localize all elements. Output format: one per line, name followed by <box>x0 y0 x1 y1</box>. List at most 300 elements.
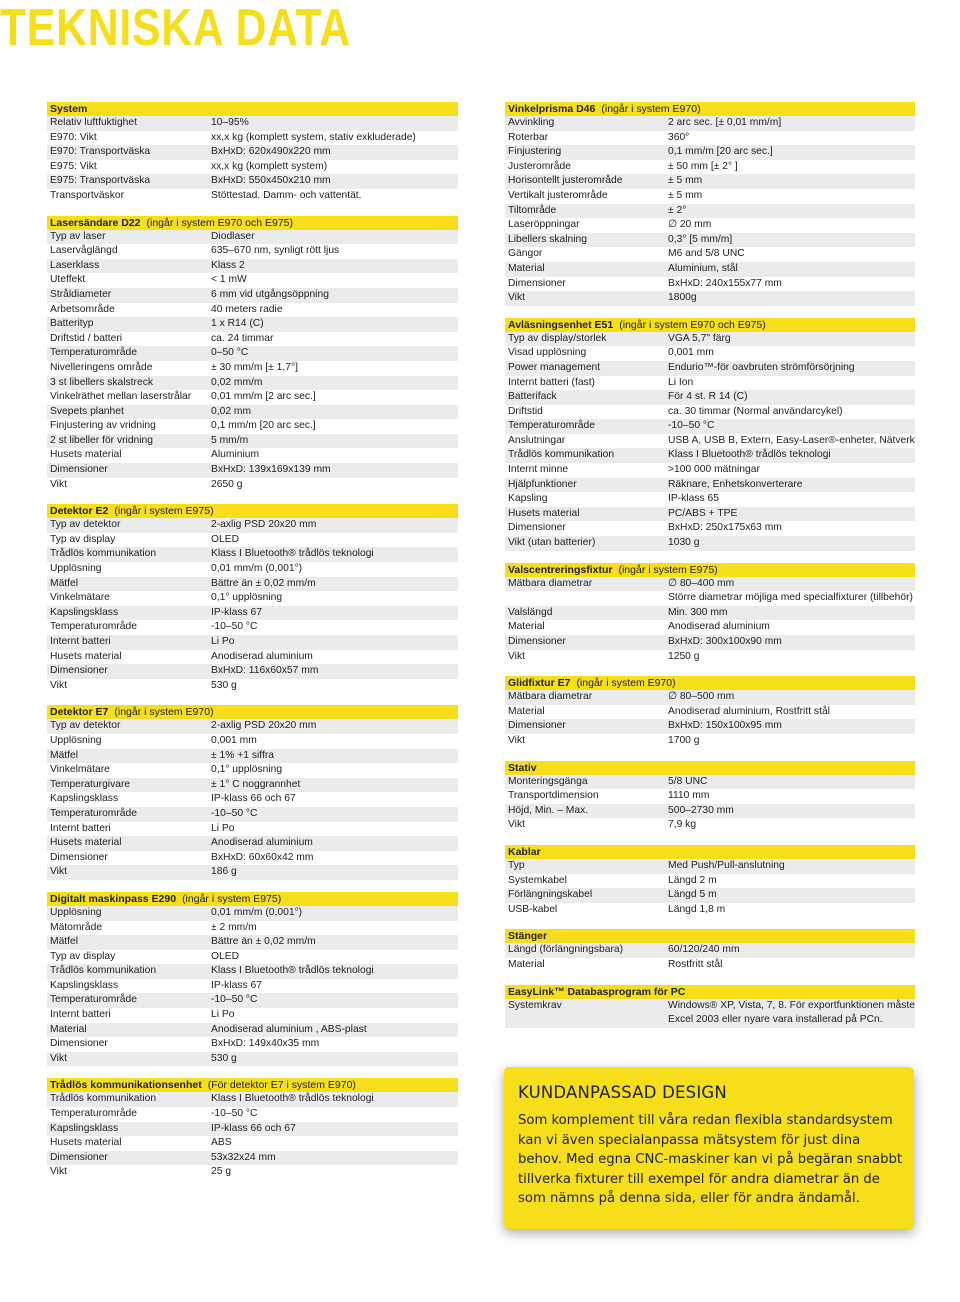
spec-row <box>47 1151 458 1166</box>
spec-row <box>47 230 458 245</box>
spec-value: 360° <box>668 131 690 143</box>
spec-label: Förlängningskabel <box>508 889 593 901</box>
spec-value: 1110 mm <box>668 790 710 802</box>
spec-value: 2650 g <box>211 478 243 490</box>
spec-row <box>505 705 915 720</box>
spec-row <box>47 259 458 274</box>
spec-row <box>47 116 458 131</box>
spec-label: Laseröppningar <box>508 219 580 231</box>
spec-label: Vikt <box>50 1166 67 1178</box>
custom-design-title: KUNDANPASSAD DESIGN <box>518 1083 727 1102</box>
spec-row <box>505 277 915 292</box>
spec-value: Anodiserad aluminium <box>211 650 313 662</box>
spec-row <box>505 332 915 347</box>
spec-value: ABS <box>211 1137 232 1149</box>
spec-row <box>505 943 915 958</box>
spec-row <box>505 903 915 918</box>
spec-label: Trådlös kommunikation <box>50 965 157 977</box>
spec-label: Dimensioner <box>50 665 108 677</box>
spec-table <box>47 719 458 880</box>
spec-row <box>505 874 915 889</box>
spec-row <box>505 291 915 306</box>
spec-row <box>47 635 458 650</box>
spec-row <box>47 807 458 822</box>
spec-row <box>47 448 458 463</box>
spec-value: xx,x kg (komplett system) <box>211 160 328 172</box>
spec-row <box>505 145 915 160</box>
spec-row <box>47 463 458 478</box>
spec-value: 1 x R14 (C) <box>211 318 264 330</box>
spec-label: Valslängd <box>508 606 553 618</box>
spec-value: PC/ABS + TPE <box>668 507 738 519</box>
spec-label: Husets material <box>50 650 122 662</box>
spec-label: Systemkabel <box>508 874 567 886</box>
spec-label: Kapsling <box>508 493 548 505</box>
spec-value: BxHxD: 139x169x139 mm <box>211 464 331 476</box>
spec-row <box>47 935 458 950</box>
spec-row <box>47 851 458 866</box>
section-title-text: Detektor E7 <box>50 706 109 719</box>
spec-value: 0,02 mm <box>211 405 252 417</box>
spec-label: Finjustering av vridning <box>50 420 156 432</box>
section-title <box>505 102 915 116</box>
spec-value: Aluminium, stål <box>668 262 738 274</box>
spec-label: Relativ luftfuktighet <box>50 117 137 128</box>
section-title-text: Avläsningsenhet E51 <box>508 318 614 331</box>
spec-row <box>505 204 915 219</box>
spec-value: 0,1 mm/m [20 arc sec.] <box>668 146 773 158</box>
spec-label: Vikt (utan batterier) <box>508 537 596 549</box>
spec-row <box>505 463 915 478</box>
spec-value: ± 2 mm/m <box>211 921 257 933</box>
spec-value: ca. 24 timmar <box>211 332 274 344</box>
spec-value: ± 1% +1 siffra <box>211 749 274 761</box>
spec-value: 0,01 mm/m [2 arc sec.] <box>211 391 316 403</box>
spec-row <box>505 577 915 592</box>
spec-label: E970: Vikt <box>50 131 97 143</box>
spec-table <box>47 518 458 693</box>
section-title <box>47 102 458 116</box>
spec-row <box>505 818 915 833</box>
spec-row <box>505 635 915 650</box>
spec-label: Temperaturområde <box>50 347 137 359</box>
spec-row <box>505 376 915 391</box>
spec-value: M6 and 5/8 UNC <box>668 248 745 260</box>
section-kablar <box>505 845 915 917</box>
section-title <box>47 705 458 719</box>
spec-label: Typ av detektor <box>50 720 121 732</box>
spec-table <box>505 332 915 551</box>
spec-row <box>47 763 458 778</box>
spec-row <box>47 836 458 851</box>
section-title <box>47 892 458 906</box>
spec-label: Visad upplösning <box>508 347 587 359</box>
spec-row <box>505 734 915 749</box>
spec-value: VGA 5,7" färg <box>668 332 731 344</box>
spec-label: Power management <box>508 361 601 373</box>
spec-value: BxHxD: 149x40x35 mm <box>211 1038 320 1050</box>
spec-row <box>47 964 458 979</box>
spec-row <box>47 244 458 259</box>
spec-label: E975: Transportväska <box>50 175 151 187</box>
spec-label: Laservåglängd <box>50 245 118 257</box>
spec-label: Arbetsområde <box>50 303 115 315</box>
section-note: (ingår i system E975) <box>114 505 214 518</box>
spec-row <box>47 562 458 577</box>
section-title <box>505 318 915 332</box>
spec-label: Tiltområde <box>508 204 557 216</box>
spec-row <box>47 679 458 694</box>
spec-label: Finjustering <box>508 146 562 158</box>
spec-label: Justerområde <box>508 160 571 172</box>
spec-value: USB A, USB B, Extern, Easy-Laser®-enheter, Nätverk <box>668 434 915 446</box>
spec-label: Vikt <box>50 679 67 691</box>
spec-value: ± 5 mm <box>668 189 703 201</box>
section-note: (För detektor E7 i system E970) <box>207 1079 356 1092</box>
spec-label: Mätbara diametrar <box>508 577 593 589</box>
spec-label: Temperaturområde <box>50 994 137 1006</box>
spec-row <box>47 650 458 665</box>
spec-label: Stråldiameter <box>50 288 112 300</box>
section-title-text: Digitalt maskinpass E290 <box>50 892 177 905</box>
left-column <box>47 102 458 1192</box>
spec-row <box>47 1037 458 1052</box>
section-title-text: Lasersändare D22 <box>50 216 141 229</box>
spec-label: Driftstid / batteri <box>50 332 123 344</box>
spec-value: BxHxD: 116x60x57 mm <box>211 665 319 677</box>
spec-row <box>47 361 458 376</box>
spec-row <box>505 174 915 189</box>
spec-row <box>47 332 458 347</box>
spec-label: Kapslingsklass <box>50 793 119 805</box>
spec-label: Trådlös kommunikation <box>50 1093 157 1105</box>
section-detektor-e7 <box>47 705 458 880</box>
spec-value: 0,001 mm <box>668 347 714 359</box>
spec-value: Min. 300 mm <box>668 606 728 618</box>
spec-label: Vikt <box>508 650 525 662</box>
spec-value: 0,001 mm <box>211 734 257 746</box>
spec-label: Vikt <box>50 478 67 490</box>
spec-row <box>505 606 915 621</box>
spec-row <box>47 1107 458 1122</box>
spec-label: Typ av laser <box>50 230 106 242</box>
custom-design-text: Som komplement till våra redan flexibla standardsystem kan vi även specialanpassa mätsystem för just dina behov. Med egna CNC-maskiner kan vi på begäran snabbt tillverka fixturer till exempel för andra diametrar än de som nämns på denna sida, eller för andra ändamål. <box>518 1113 903 1206</box>
spec-row <box>47 288 458 303</box>
spec-value: 1800g <box>668 292 697 304</box>
spec-label: Internt minne <box>508 464 569 476</box>
spec-value: Windows® XP, Vista, 7, 8. För exportfunktionen måste Excel 2003 eller nyare vara installerad på PCn. <box>668 999 915 1026</box>
right-column <box>505 102 915 1040</box>
spec-label: 3 st libellers skalstreck <box>50 376 153 388</box>
section-lasersandare-d22 <box>47 216 458 493</box>
spec-value: 635–670 nm, synligt rött ljus <box>211 245 340 257</box>
spec-value: Aluminium <box>211 449 260 461</box>
spec-row <box>47 606 458 621</box>
spec-label: Material <box>508 621 545 633</box>
spec-label: Kapslingsklass <box>50 1122 119 1134</box>
spec-value: BxHxD: 150x100x95 mm <box>668 720 782 732</box>
section-note: (ingår i system E975) <box>182 892 282 905</box>
section-title <box>505 761 915 775</box>
spec-value: Stöttestad. Damm- och vattentät. <box>211 189 362 201</box>
spec-row <box>47 174 458 189</box>
spec-label: Uteffekt <box>50 274 86 286</box>
section-title-text: Kablar <box>508 845 541 858</box>
spec-label: E970: Transportväska <box>50 146 151 158</box>
spec-row <box>47 189 458 204</box>
spec-value: ± 5 mm <box>668 175 703 187</box>
spec-label: Internt batteri <box>50 1009 111 1021</box>
spec-row <box>505 859 915 874</box>
section-vinkelprisma-d46 <box>505 102 915 306</box>
spec-label: Typ av display <box>50 950 116 962</box>
spec-row <box>505 719 915 734</box>
spec-value: BxHxD: 620x490x220 mm <box>211 146 331 158</box>
spec-value: ∅ 20 mm <box>668 219 712 231</box>
section-easylink-databasprogram-for-pc <box>505 985 915 1028</box>
spec-label: Mätfel <box>50 577 79 589</box>
spec-value: Längd 2 m <box>668 874 717 886</box>
spec-value: IP-klass 66 och 67 <box>211 1122 296 1134</box>
spec-row <box>47 547 458 562</box>
spec-label: Längd (förlängningsbara) <box>508 944 624 956</box>
spec-value: Li Ion <box>668 376 694 388</box>
spec-table <box>505 943 915 972</box>
spec-label: Mätfel <box>50 749 79 761</box>
spec-label: Mätfel <box>50 936 79 948</box>
spec-value: ∅ 80–400 mm <box>668 577 735 589</box>
spec-value: Längd 5 m <box>668 889 717 901</box>
spec-value: 2-axlig PSD 20x20 mm <box>211 720 317 732</box>
spec-value: 0,01 mm/m (0,001°) <box>211 563 303 575</box>
spec-value: Anodiserad aluminium <box>211 837 313 849</box>
spec-label: Material <box>50 1023 87 1035</box>
section-title <box>505 676 915 690</box>
spec-row <box>47 478 458 493</box>
spec-value: OLED <box>211 533 240 545</box>
custom-design-box <box>504 1067 914 1229</box>
spec-value: IP-klass 66 och 67 <box>211 793 296 805</box>
section-system <box>47 102 458 204</box>
spec-value: 0–50 °C <box>211 347 249 359</box>
spec-label: Vertikalt justerområde <box>508 189 608 201</box>
spec-row <box>47 419 458 434</box>
spec-value: 6 mm vid utgångsöppning <box>211 288 329 300</box>
spec-value: -10–50 °C <box>211 621 258 633</box>
spec-label: Laserklass <box>50 259 100 271</box>
spec-row <box>47 749 458 764</box>
spec-row <box>47 906 458 921</box>
spec-value: -10–50 °C <box>668 420 715 432</box>
spec-value: 186 g <box>211 866 237 878</box>
spec-label: 2 st libeller för vridning <box>50 434 154 446</box>
spec-label: USB-kabel <box>508 903 558 915</box>
spec-label: Driftstid <box>508 405 543 417</box>
spec-label: Typ <box>508 859 525 871</box>
spec-label: Vinkelmätare <box>50 764 110 776</box>
spec-value: BxHxD: 300x100x90 mm <box>668 636 782 647</box>
section-title-text: Stänger <box>508 930 548 943</box>
spec-row <box>505 189 915 204</box>
spec-value: 1250 g <box>668 650 700 662</box>
spec-value: IP-klass 67 <box>211 606 262 618</box>
section-note: (ingår i system E970) <box>601 103 701 115</box>
section-title <box>505 985 915 999</box>
spec-label: Husets material <box>50 449 122 461</box>
spec-row <box>47 591 458 606</box>
spec-label: Temperaturgivare <box>50 778 131 790</box>
spec-row <box>505 405 915 420</box>
spec-table <box>47 906 458 1067</box>
section-title-text: Stativ <box>508 761 537 774</box>
spec-table <box>505 999 915 1028</box>
spec-value: 1700 g <box>668 734 700 746</box>
spec-label: Dimensioner <box>50 464 108 476</box>
spec-value: < 1 mW <box>211 274 247 286</box>
spec-label: Husets material <box>508 507 580 519</box>
spec-row <box>505 650 915 665</box>
spec-value: Större diametrar möjliga med specialfixturer (tillbehör) <box>668 592 913 604</box>
section-title <box>47 1078 458 1092</box>
spec-label: Mätområde <box>50 921 103 933</box>
spec-value: Klass I Bluetooth® trådlös teknologi <box>668 449 831 461</box>
section-title-text: EasyLink™ Databasprogram för PC <box>508 985 686 998</box>
section-avlasningsenhet-e51 <box>505 318 915 551</box>
section-title-text: Valscentreringsfixtur <box>508 563 613 576</box>
spec-row <box>505 536 915 551</box>
spec-row <box>47 376 458 391</box>
spec-table <box>505 859 915 917</box>
spec-row <box>47 719 458 734</box>
spec-row <box>47 1136 458 1151</box>
spec-value: >100 000 mätningar <box>668 464 760 476</box>
section-title <box>505 845 915 859</box>
section-note: (ingår i system E970) <box>576 677 676 690</box>
spec-row <box>505 390 915 405</box>
spec-row <box>505 434 915 449</box>
spec-label: Roterbar <box>508 131 549 143</box>
spec-row <box>505 247 915 262</box>
spec-value: 10–95% <box>211 117 249 128</box>
spec-label: Gängor <box>508 248 543 260</box>
spec-row <box>47 160 458 175</box>
spec-row <box>47 317 458 332</box>
section-title-text: System <box>50 103 88 115</box>
spec-row <box>505 478 915 493</box>
spec-value: 7,9 kg <box>668 819 697 831</box>
spec-label: Internt batteri (fast) <box>508 376 595 388</box>
spec-row <box>47 1122 458 1137</box>
spec-value: För 4 st. R 14 (C) <box>668 391 748 403</box>
spec-row <box>47 533 458 548</box>
spec-value: Endurio™-för oavbruten strömförsörjning <box>668 361 855 373</box>
spec-value: ± 30 mm/m [± 1,7°] <box>211 361 298 373</box>
spec-label: Svepets planhet <box>50 405 124 417</box>
spec-row <box>505 116 915 131</box>
spec-row <box>505 131 915 146</box>
spec-label: Dimensioner <box>508 277 566 289</box>
spec-value: ± 1° C noggrannhet <box>211 778 301 790</box>
spec-value: Klass I Bluetooth® trådlös teknologi <box>211 1093 374 1105</box>
spec-value: -10–50 °C <box>211 807 258 819</box>
spec-value: 5 mm/m <box>211 434 249 446</box>
spec-value: -10–50 °C <box>211 994 258 1006</box>
spec-label: Upplösning <box>50 734 102 746</box>
spec-row <box>47 979 458 994</box>
spec-label: Internt batteri <box>50 822 111 834</box>
spec-table <box>505 690 915 748</box>
section-glidfixtur-e7 <box>505 676 915 748</box>
spec-row <box>47 1165 458 1180</box>
spec-value: Längd 1,8 m <box>668 903 726 915</box>
spec-value: BxHxD: 240x155x77 mm <box>668 277 782 289</box>
spec-value: IP-klass 67 <box>211 979 262 991</box>
spec-value: Med Push/Pull-anslutning <box>668 859 785 871</box>
spec-value: 25 g <box>211 1166 232 1178</box>
spec-label: Vikt <box>508 292 525 304</box>
section-valscentreringsfixtur <box>505 563 915 665</box>
spec-row <box>505 789 915 804</box>
section-title <box>47 504 458 518</box>
section-title-text: Detektor E2 <box>50 505 109 518</box>
spec-label: Dimensioner <box>50 1151 108 1163</box>
spec-label: Trådlös kommunikation <box>50 548 157 560</box>
spec-row <box>47 577 458 592</box>
spec-row <box>505 507 915 522</box>
spec-label: Horisontellt justerområde <box>508 175 623 187</box>
spec-row <box>47 273 458 288</box>
spec-label: Systemkrav <box>508 999 562 1011</box>
spec-label: Nivelleringens område <box>50 361 153 373</box>
spec-value: 530 g <box>211 1052 237 1064</box>
spec-row <box>47 303 458 318</box>
section-note: (ingår i system E970) <box>114 706 214 719</box>
spec-row <box>47 865 458 880</box>
spec-row <box>505 620 915 635</box>
spec-label: Dimensioner <box>508 522 566 534</box>
spec-value: 0,02 mm/m <box>211 376 263 388</box>
spec-row <box>47 346 458 361</box>
spec-value: IP-klass 65 <box>668 493 719 505</box>
spec-label: Temperaturområde <box>50 807 137 819</box>
spec-row <box>47 1008 458 1023</box>
spec-table <box>47 116 458 204</box>
spec-label: Transportdimension <box>508 790 599 802</box>
spec-label: Batterifack <box>508 391 557 403</box>
section-title-text: Vinkelprisma D46 <box>508 103 596 115</box>
section-title <box>47 216 458 230</box>
spec-value: Klass I Bluetooth® trådlös teknologi <box>211 965 374 977</box>
spec-label: Dimensioner <box>50 851 108 863</box>
spec-label: Internt batteri <box>50 636 111 647</box>
spec-value: 5/8 UNC <box>668 775 708 787</box>
spec-row <box>47 993 458 1008</box>
spec-row <box>505 999 915 1028</box>
spec-row <box>505 361 915 376</box>
spec-value: OLED <box>211 950 240 962</box>
spec-value: 53x32x24 mm <box>211 1151 276 1163</box>
spec-value: Anodiserad aluminium, Rostfritt stål <box>668 705 830 717</box>
spec-row <box>505 233 915 248</box>
spec-row <box>505 346 915 361</box>
spec-label: Husets material <box>50 1137 122 1149</box>
spec-row <box>505 690 915 705</box>
spec-value: Klass I Bluetooth® trådlös teknologi <box>211 548 374 560</box>
spec-label: Temperaturområde <box>50 1108 137 1120</box>
spec-row <box>47 1092 458 1107</box>
spec-label: Upplösning <box>50 563 102 575</box>
spec-value: 2 arc sec. [± 0,01 mm/m] <box>668 117 782 128</box>
